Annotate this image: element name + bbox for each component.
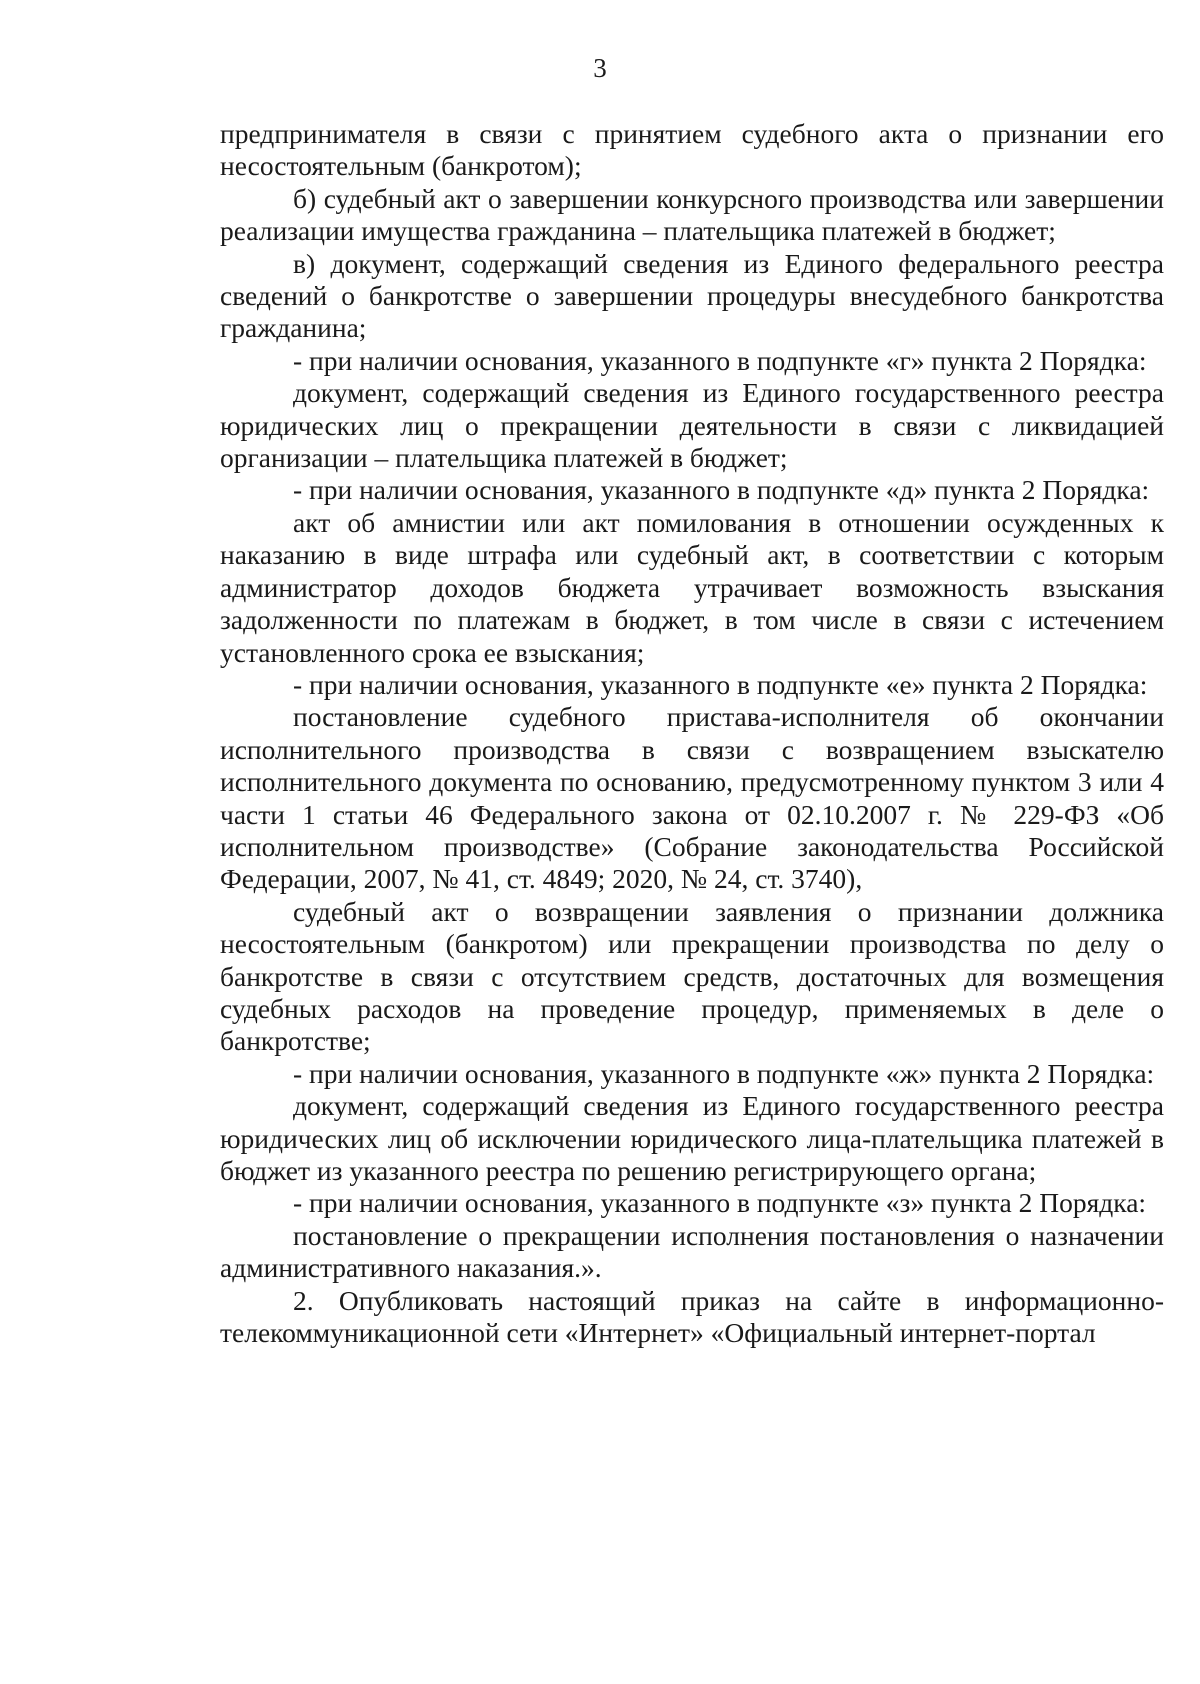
page-number: 3 (593, 53, 607, 83)
paragraph: - при наличии основания, указанного в подпункте «д» пункта 2 Порядка: (293, 474, 1150, 506)
paragraph: судебный акт о возвращении заявления о признании должника несостоятельным (банкротом) или прекращении производства по делу о банкротстве в связи с отсутствием средств, достаточных для возмещения судебных расходов на проведение процедур, применяемых в деле о банкротстве; (220, 895, 1164, 1057)
paragraph: - при наличии основания, указанного в подпункте «ж» пункта 2 Порядка: (293, 1057, 1155, 1089)
paragraph: б) судебный акт о завершении конкурсного производства или завершении реализации имущества гражданина – плательщика платежей в бюджет; (220, 182, 1164, 247)
paragraph: документ, содержащий сведения из Единого государственного реестра юридических лиц о прекращении деятельности в связи с ликвидацией организации – плательщика платежей в бюджет; (220, 377, 1164, 474)
paragraph: постановление о прекращении исполнения постановления о назначении административного наказания.». (220, 1219, 1164, 1284)
document-body (220, 118, 1164, 1349)
paragraph: - при наличии основания, указанного в подпункте «з» пункта 2 Порядка: (293, 1187, 1147, 1219)
paragraph: в) документ, содержащий сведения из Единого федерального реестра сведений о банкротстве о завершении процедуры внесудебного банкротства гражданина; (220, 247, 1164, 344)
paragraph: документ, содержащий сведения из Единого государственного реестра юридических лиц об исключении юридического лица-плательщика платежей в бюджет из указанного реестра по решению регистрирующего органа; (220, 1090, 1164, 1186)
paragraph: 2. Опубликовать настоящий приказ на сайте в информационно-телекоммуникационной сети «Интернет» «Официальный интернет-портал (220, 1284, 1164, 1349)
paragraph: - при наличии основания, указанного в подпункте «г» пункта 2 Порядка: (293, 344, 1147, 376)
paragraph: акт об амнистии или акт помилования в отношении осужденных к наказанию в виде штрафа или судебный акт, в соответствии с которым администратор доходов бюджета утрачивает возможность взыскания задолженности по платежам в бюджет, в том числе в связи с истечением установленного срока ее взыскания; (220, 506, 1164, 668)
paragraph: постановление судебного пристава-исполнителя об окончании исполнительного производства в связи с возвращением взыскателю исполнительного документа по основанию, предусмотренному пунктом 3 или 4 части 1 статьи 46 Федерального закона от 02.10.2007 г. № 229-ФЗ «Об исполнительном производстве» (Собрание законодательства Российской Федерации, 2007, № 41, ст. 4849; 2020, № 24, ст. 3740), (220, 701, 1164, 895)
paragraph: предпринимателя в связи с принятием судебного акта о признании его несостоятельным (банкротом); (220, 118, 1164, 182)
paragraph: - при наличии основания, указанного в подпункте «е» пункта 2 Порядка: (293, 668, 1148, 700)
